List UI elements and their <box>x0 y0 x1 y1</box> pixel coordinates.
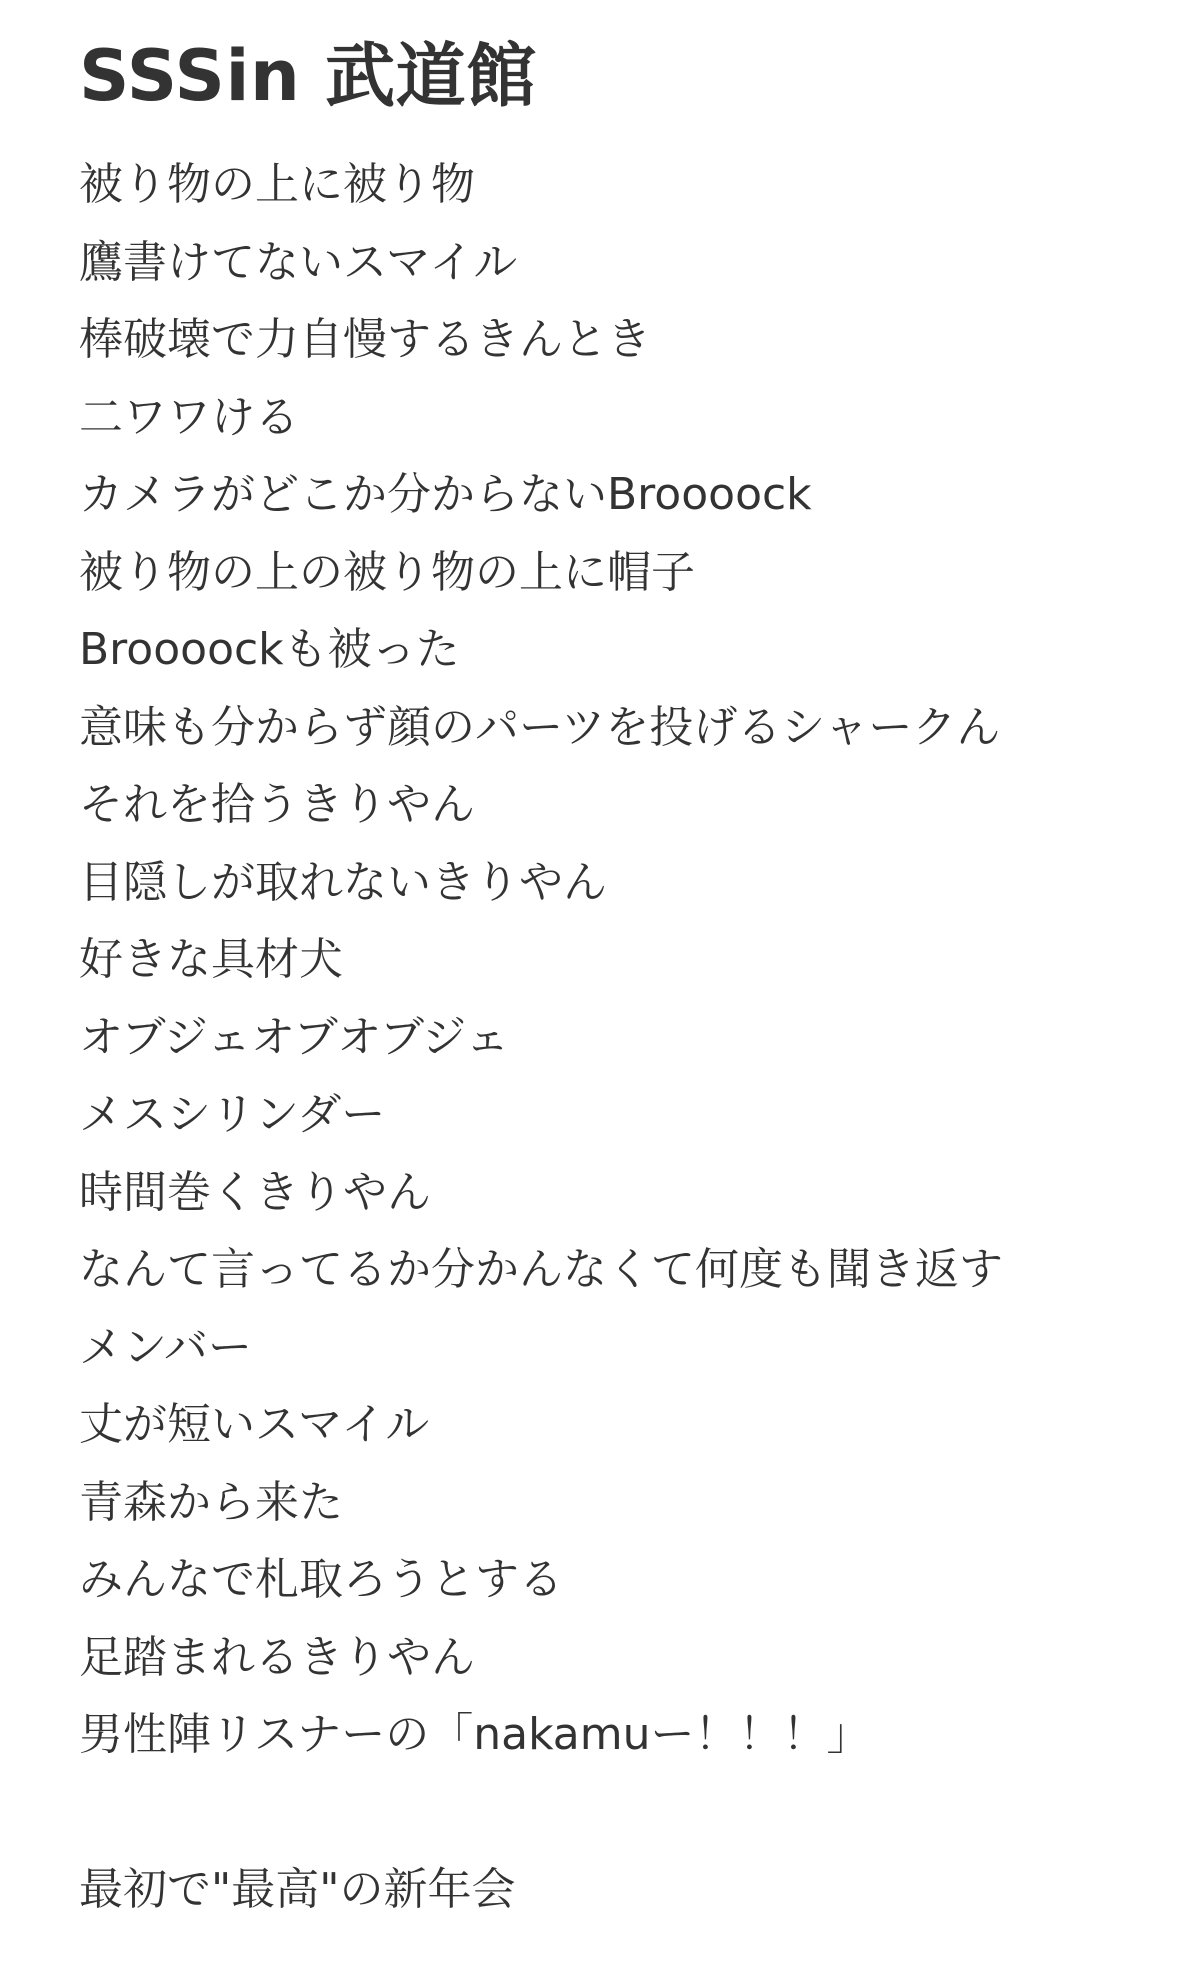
note-title: SSSin 武道館 <box>79 35 537 117</box>
note-blank-line <box>79 1774 1003 1852</box>
note-line-11: 好きな具材犬 <box>79 934 343 985</box>
note-closing-line: 最初で"最高"の新年会 <box>79 1864 516 1915</box>
note-line-17: 丈が短いスマイル <box>79 1399 430 1450</box>
note-line-5: カメラがどこか分からないBroooock <box>79 469 812 520</box>
note-line-12: オブジェオブオブジェ <box>79 1011 510 1063</box>
note-line-7: Broooockも被った <box>79 624 460 675</box>
note-line-13: メスシリンダー <box>79 1089 386 1140</box>
note-line-20: 足踏まれるきりやん <box>79 1631 475 1683</box>
note-line-16: メンバー <box>79 1321 252 1373</box>
note-line-14: 時間巻くきりやん <box>79 1166 431 1218</box>
note-body <box>79 146 1003 1929</box>
note-line-3: 棒破壊で力自慢するきんとき <box>79 314 651 365</box>
note-line-10: 目隠しが取れないきりやん <box>79 856 607 908</box>
note-line-4: 二ワワける <box>79 391 299 443</box>
note-line-2: 鷹書けてないスマイル <box>79 236 518 288</box>
note-line-6: 被り物の上の被り物の上に帽子 <box>79 546 695 598</box>
note-line-9: それを拾うきりやん <box>79 779 475 830</box>
note-line-18: 青森から来た <box>79 1476 343 1528</box>
note-line-1: 被り物の上に被り物 <box>79 159 475 210</box>
note-line-15: なんて言ってるか分かんなくて何度も聞き返す <box>79 1244 1003 1295</box>
note-line-19: みんなで札取ろうとする <box>79 1554 563 1605</box>
note-line-8: 意味も分からず顔のパーツを投げるシャークん <box>79 701 1001 753</box>
note-line-21: 男性陣リスナーの「nakamuー！！！」 <box>79 1709 871 1760</box>
